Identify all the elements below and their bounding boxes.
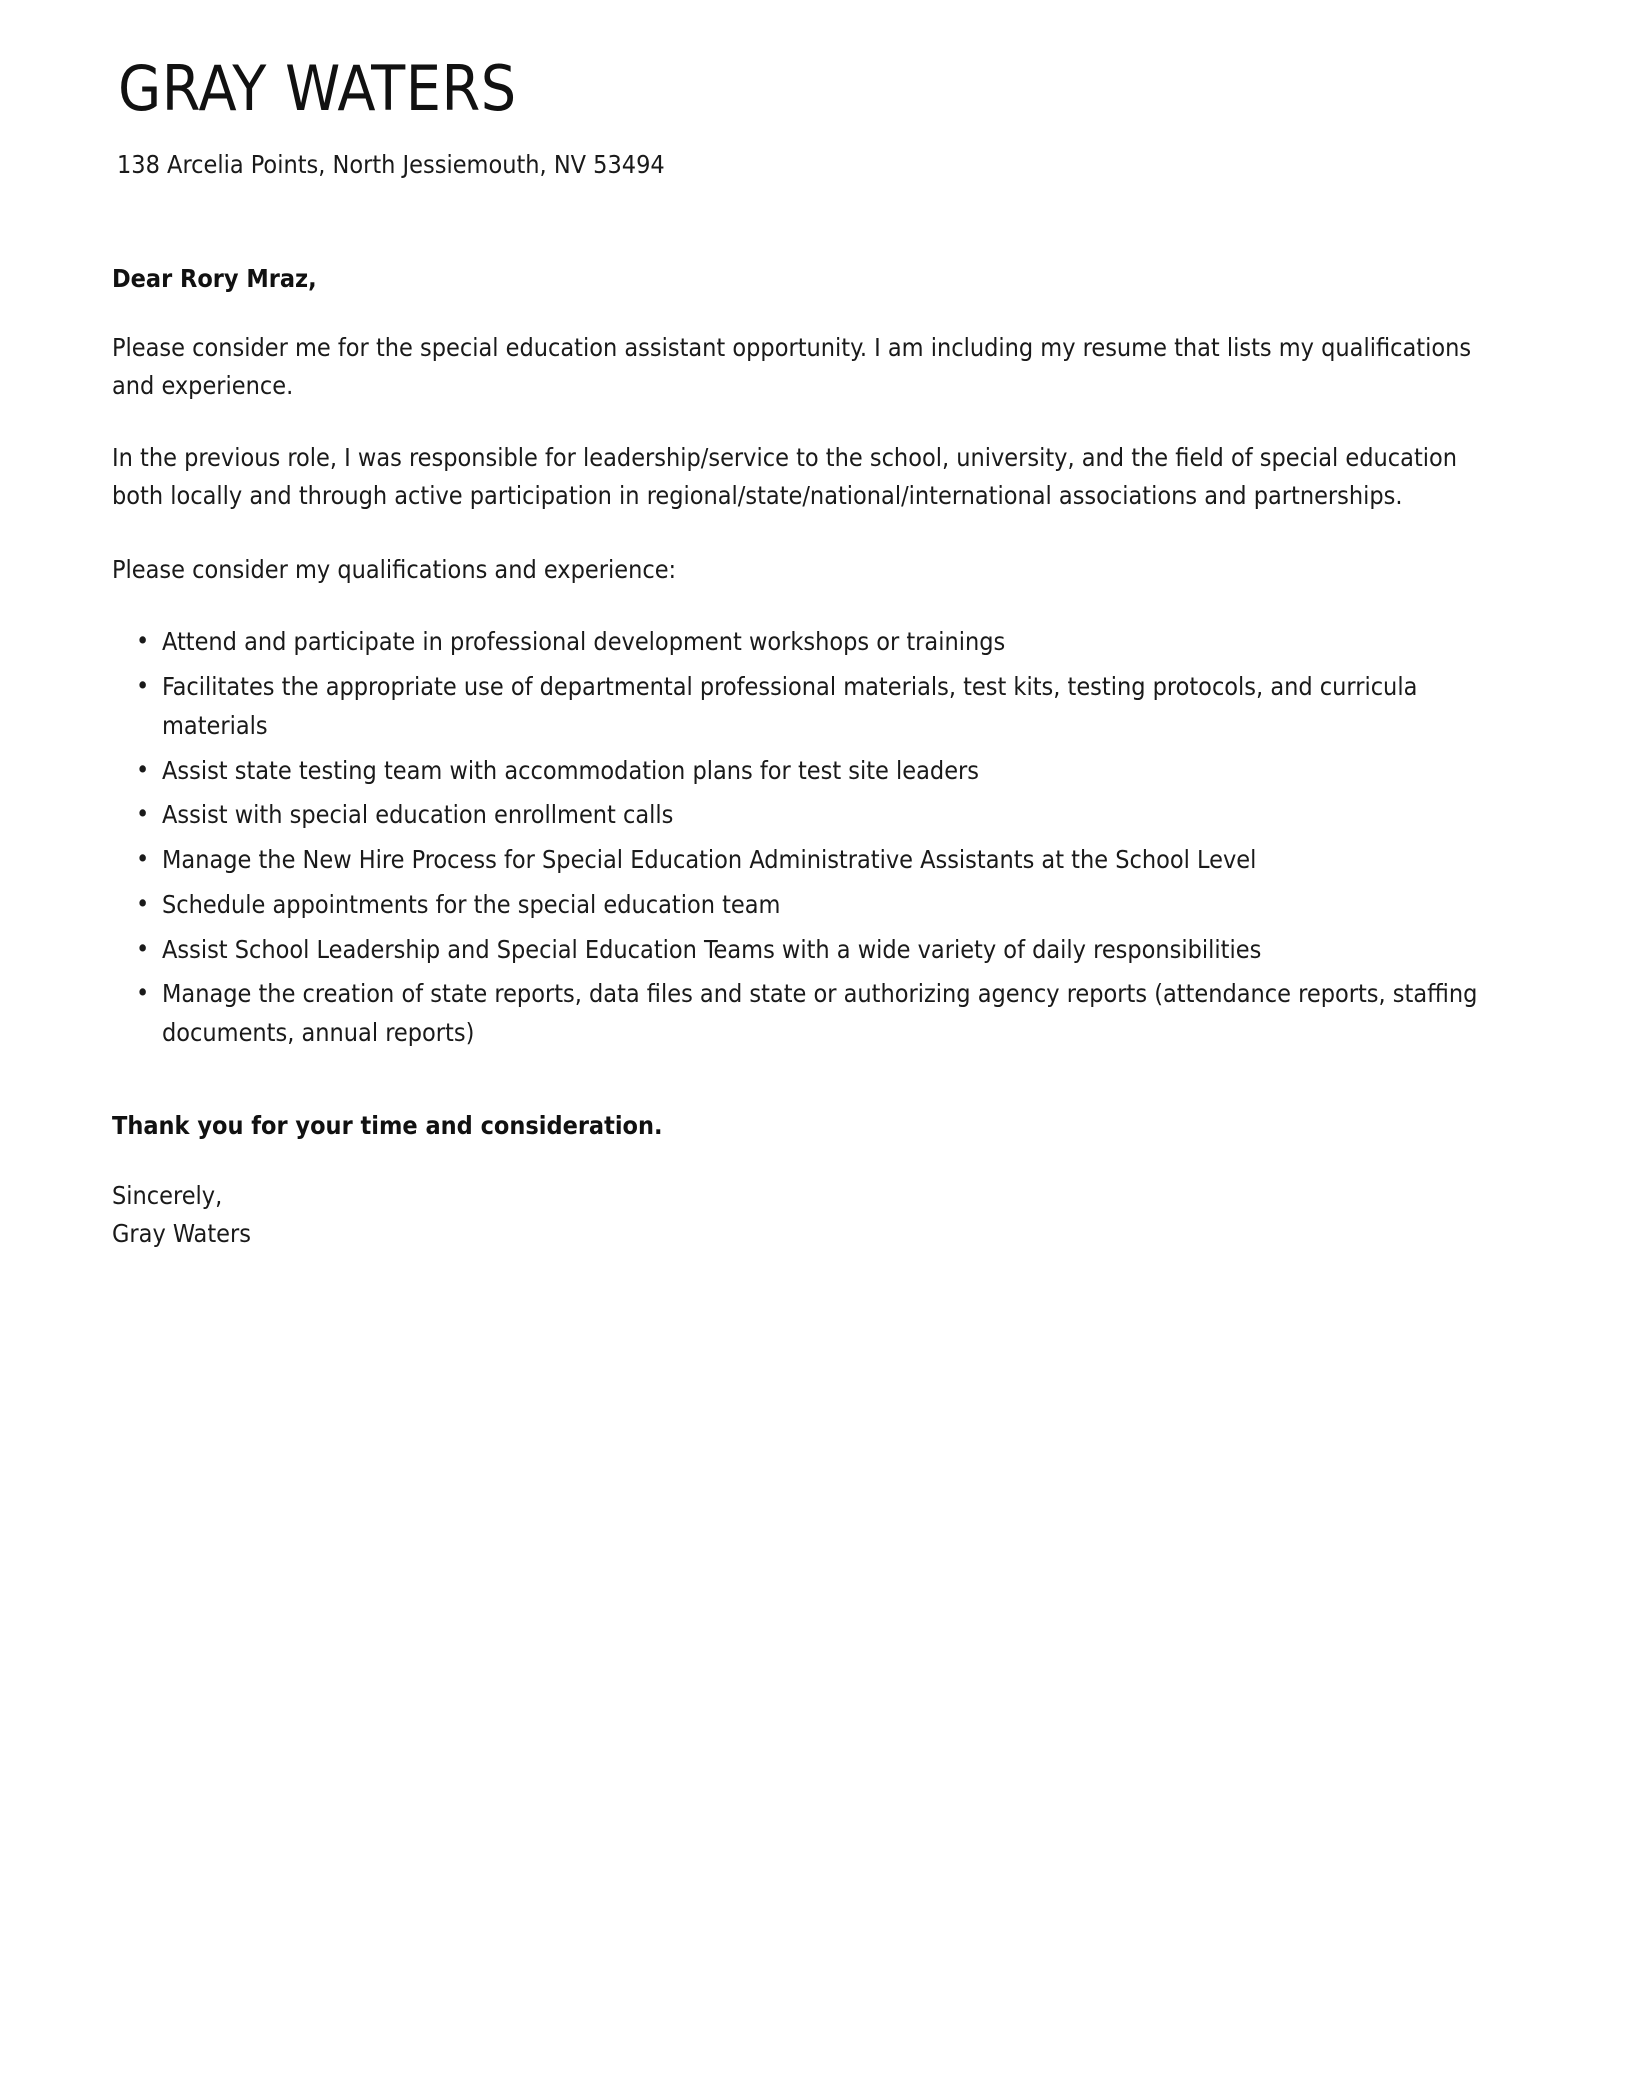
signature-block bbox=[112, 1177, 1522, 1253]
list-item: • Manage the New Hire Process for Special Education Administrative Assistants at the School Level bbox=[114, 841, 1522, 880]
list-item: • Manage the creation of state reports, data files and state or authorizing agency reports (attendance reports, staffing documents, annual reports) bbox=[114, 975, 1522, 1053]
qualifications-intro: Please consider my qualifications and experience: bbox=[112, 555, 677, 585]
page-title: GRAY WATERS bbox=[118, 52, 517, 125]
body-paragraph-1: Please consider me for the special education assistant opportunity. I am including my resume that lists my qualifications and experience. bbox=[112, 333, 1472, 401]
list-item: • Assist School Leadership and Special Education Teams with a wide variety of daily responsibilities bbox=[114, 931, 1522, 970]
cover-letter-body bbox=[112, 52, 1522, 1253]
list-item: • Schedule appointments for the special education team bbox=[114, 886, 1522, 925]
list-item: • Facilitates the appropriate use of departmental professional materials, test kits, testing protocols, and curricula materials bbox=[114, 668, 1522, 746]
qualifications-list bbox=[114, 623, 1522, 1053]
contact-address: 138 Arcelia Points, North Jessiemouth, NV 53494 bbox=[117, 150, 665, 180]
list-item: • Assist with special education enrollment calls bbox=[114, 796, 1522, 835]
list-item: • Assist state testing team with accommodation plans for test site leaders bbox=[114, 752, 1522, 791]
letter-content bbox=[114, 262, 1522, 1253]
signoff-text: Sincerely, bbox=[112, 1180, 223, 1210]
list-item: • Attend and participate in professional development workshops or trainings bbox=[114, 623, 1522, 662]
closing-thanks: Thank you for your time and consideration. bbox=[112, 1110, 663, 1140]
signature-name: Gray Waters bbox=[112, 1218, 251, 1248]
body-paragraph-2: In the previous role, I was responsible for leadership/service to the school, university, and the field of special education both locally and through active participation in regional/state/national/international associations and partnerships. bbox=[112, 443, 1458, 511]
salutation: Dear Rory Mraz, bbox=[112, 263, 317, 293]
